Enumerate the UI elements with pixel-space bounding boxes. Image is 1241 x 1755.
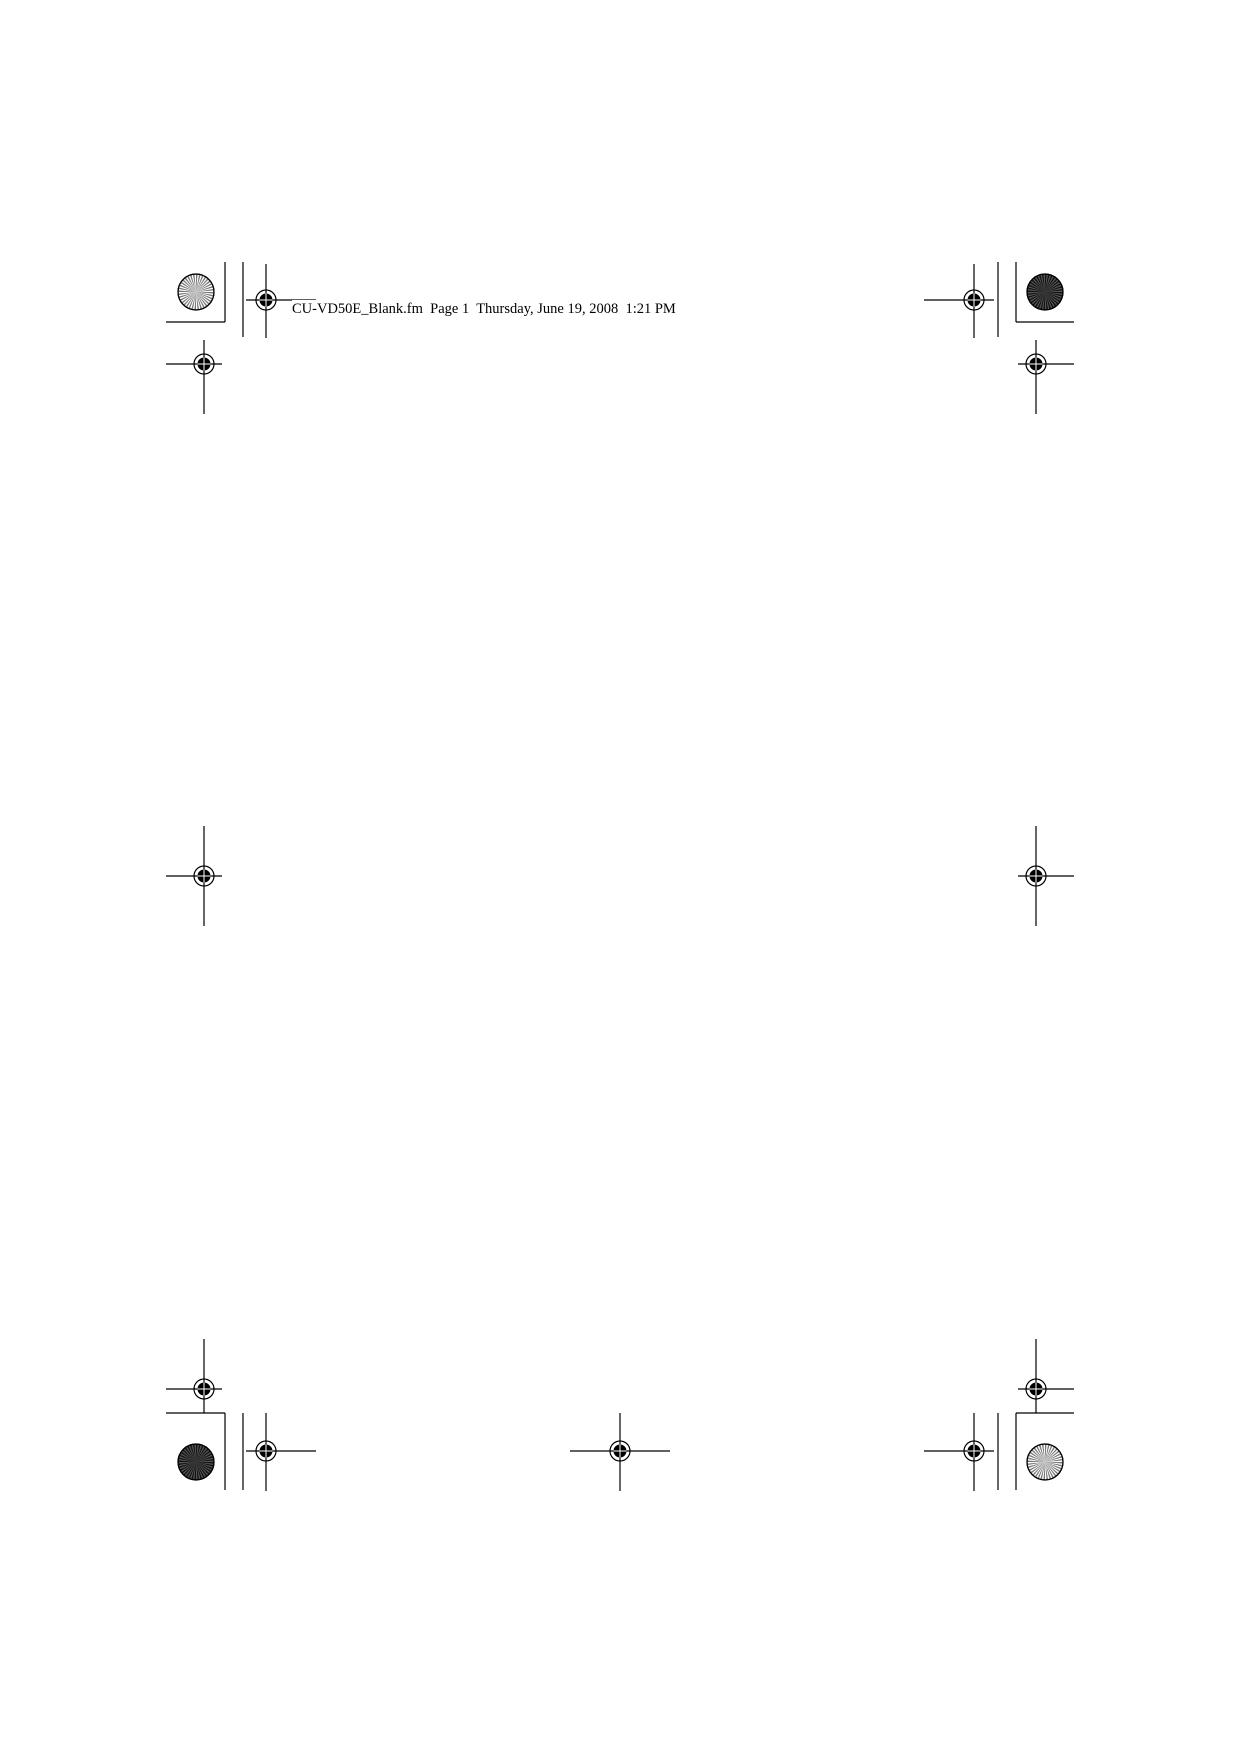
registration-mark-icon [246,1413,316,1491]
registration-mark-icon [166,1339,222,1413]
starburst-target-icon [178,1444,214,1480]
starburst-target-icon [1027,1444,1063,1480]
starburst-target-icon [1027,274,1063,310]
starburst-target-icon [178,274,214,310]
registration-mark-icon [1018,1339,1074,1413]
registration-mark-icon [924,1413,994,1491]
registration-mark-icon [166,826,222,926]
registration-mark-icon [166,340,222,414]
registration-mark-icon [924,264,994,338]
registration-mark-icon [570,1413,670,1491]
registration-mark-icon [1018,340,1074,414]
registration-mark-icon [1018,826,1074,926]
page-slug: CU-VD50E_Blank.fm Page 1 Thursday, June 19, 2008 1:21 PM [292,301,676,317]
